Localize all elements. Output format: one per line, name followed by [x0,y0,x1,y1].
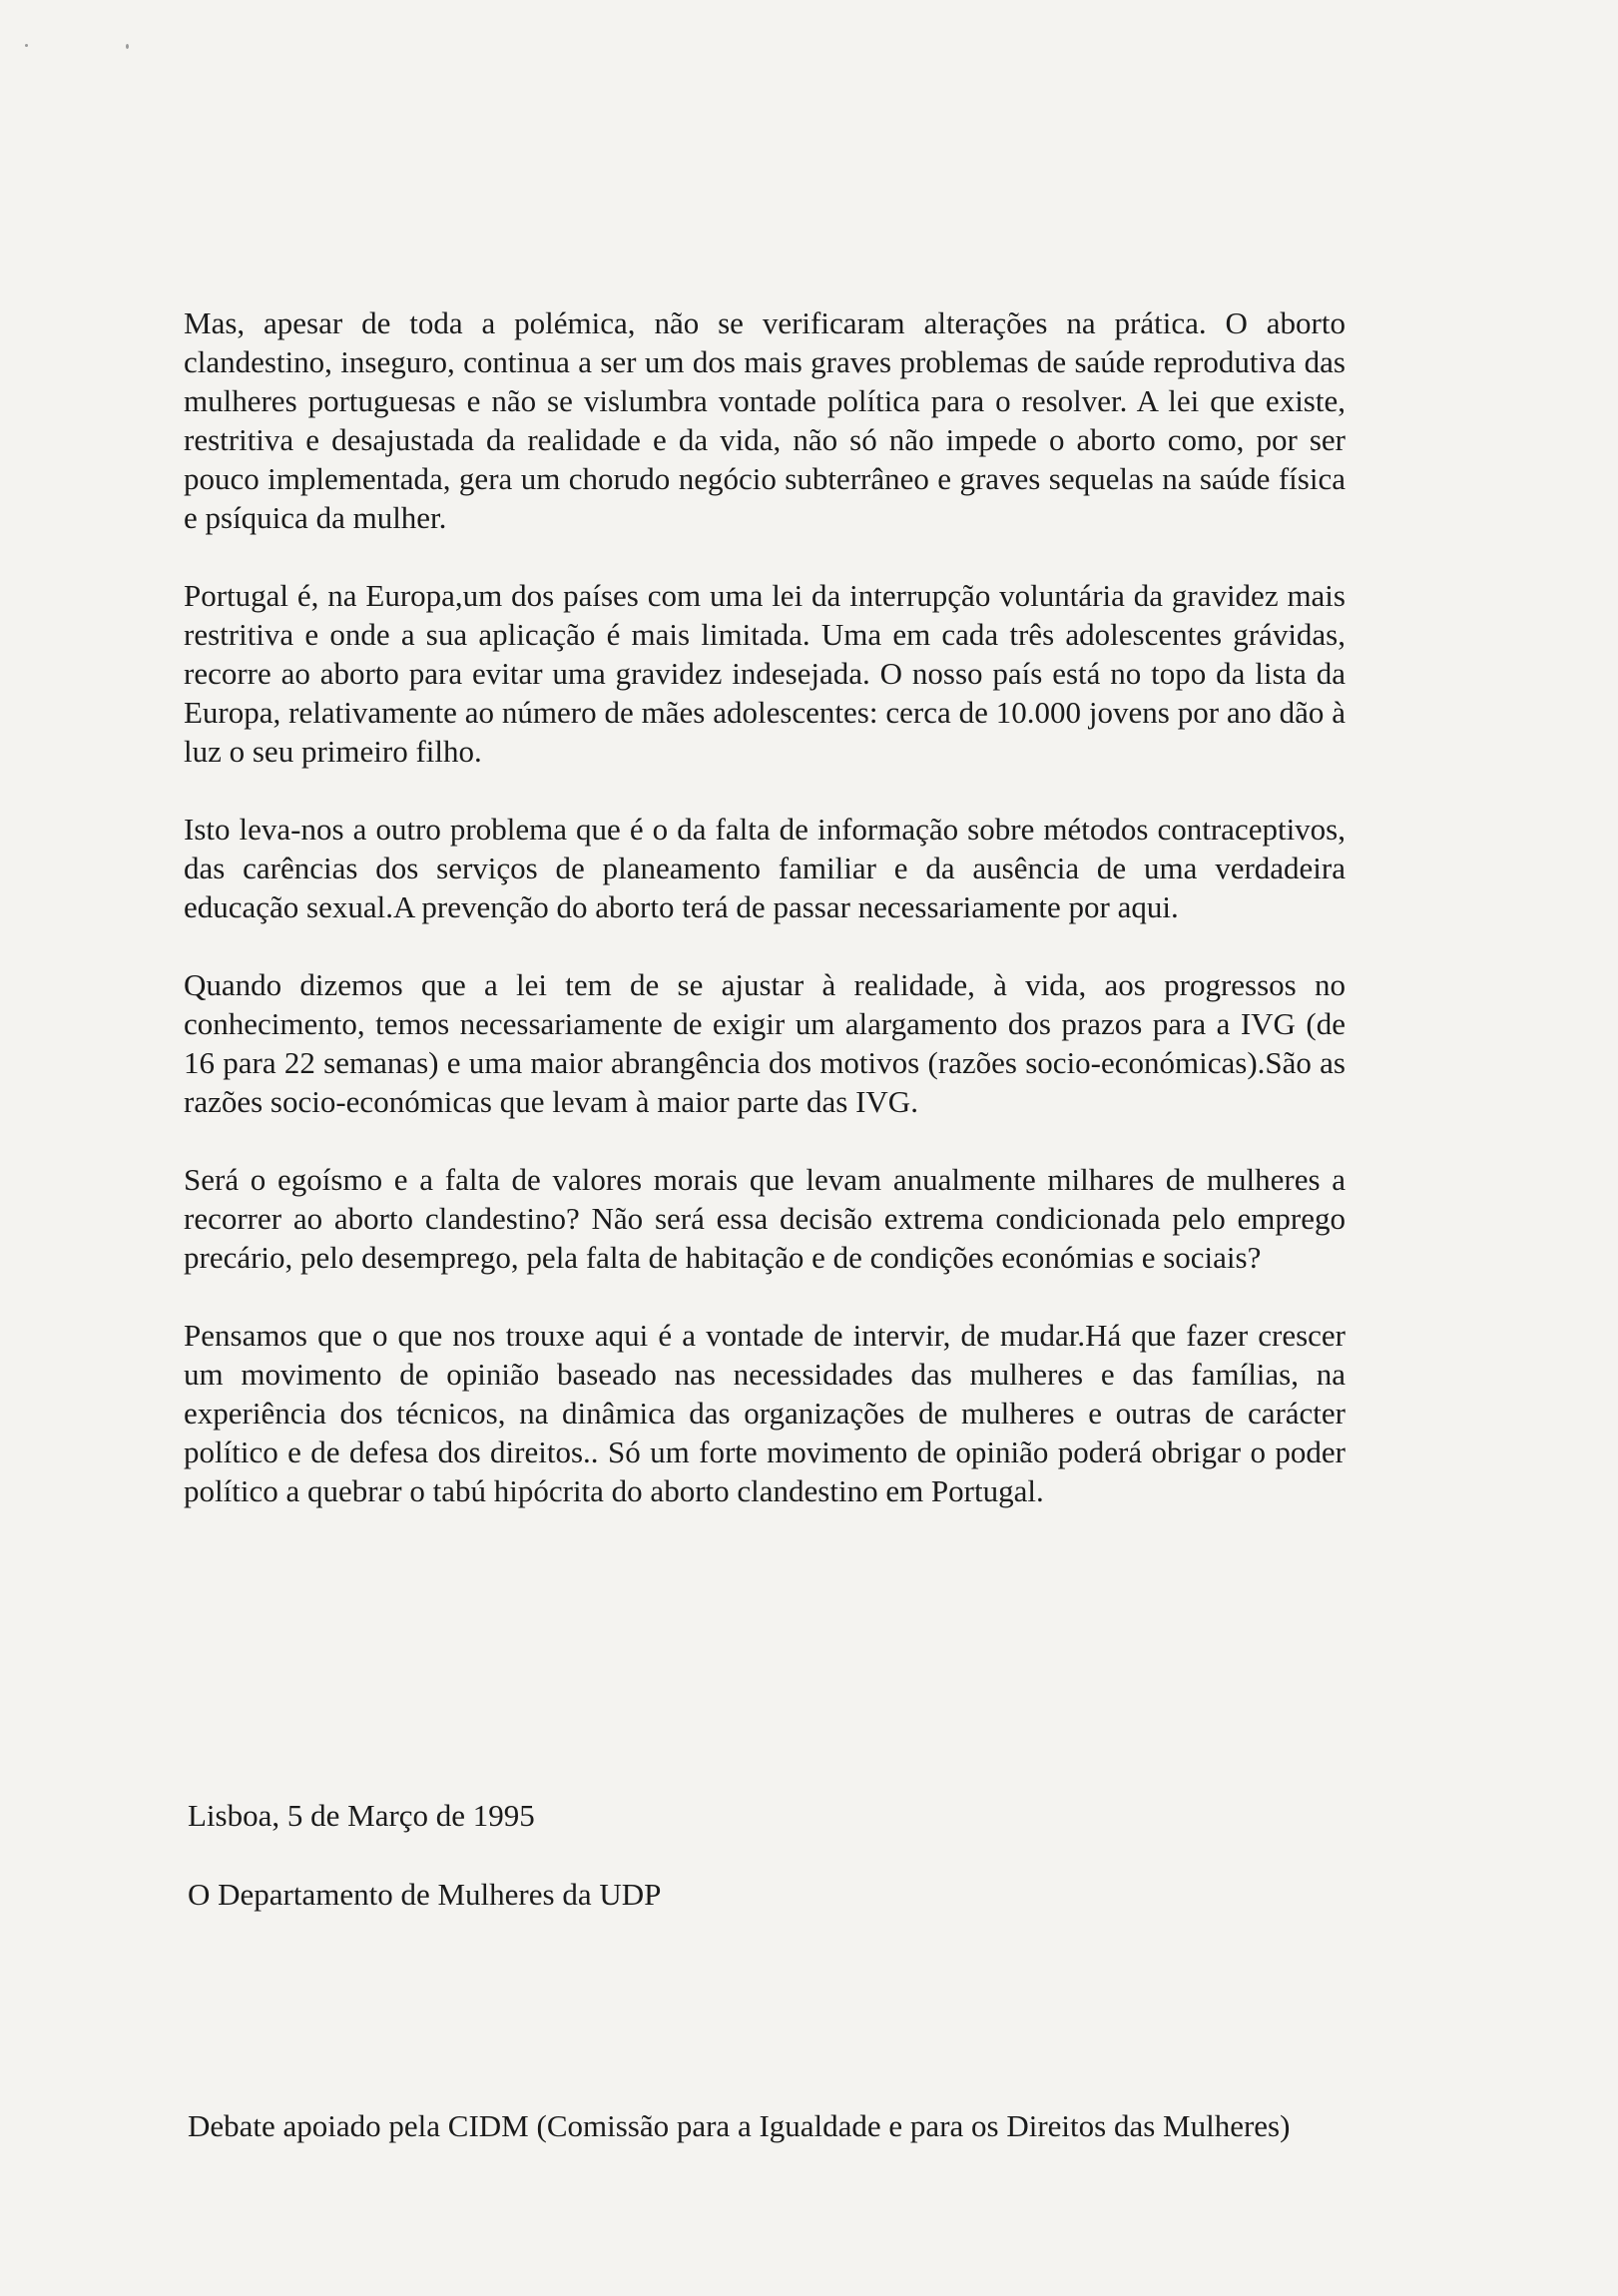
place-date: Lisboa, 5 de Março de 1995 [188,1798,535,1833]
scan-speck [126,44,129,49]
body-paragraph: Isto leva-nos a outro problema que é o da falta de informação sobre métodos contraceptivos, das carências dos serviços de planeamento familiar e da ausência de uma verdadeira educação sexual.A prevenção do aborto terá de passar necessariamente por aqui. [184,812,1346,924]
letter-body [184,303,1346,1510]
body-paragraph: Será o egoísmo e a falta de valores morais que levam anualmente milhares de mulheres a recorrer ao aborto clandestino? Não será essa decisão extrema condicionada pelo emprego precário, pelo desemprego, pela falta de habitação e de condições económias e sociais? [184,1162,1346,1275]
signature: O Departamento de Mulheres da UDP [188,1877,662,1912]
body-paragraph: Portugal é, na Europa,um dos países com uma lei da interrupção voluntária da gravidez mais restritiva e onde a sua aplicação é mais limitada. Uma em cada três adolescentes grávidas, recorre ao aborto para evitar uma gravidez indesejada. O nosso país está no topo da lista da Europa, relativamente ao número de mães adolescentes: cerca de 10.000 jovens por ano dão à luz o seu primeiro filho. [184,578,1346,769]
support-note: Debate apoiado pela CIDM (Comissão para a Igualdade e para os Direitos das Mulheres) [188,2108,1291,2143]
body-paragraph: Pensamos que o que nos trouxe aqui é a vontade de intervir, de mudar.Há que fazer crescer um movimento de opinião baseado nas necessidades das mulheres e das famílias, na experiência dos técnicos, na dinâmica das organizações de mulheres e outras de carácter político e de defesa dos direitos.. Só um forte movimento de opinião poderá obrigar o poder político a quebrar o tabú hipócrita do aborto clandestino em Portugal. [184,1318,1346,1508]
scan-speck [25,44,28,47]
body-paragraph: Mas, apesar de toda a polémica, não se verificaram alterações na prática. O aborto clandestino, inseguro, continua a ser um dos mais graves problemas de saúde reprodutiva das mulheres portuguesas e não se vislumbra vontade política para o resolver. A lei que existe, restritiva e desajustada da realidade e da vida, não só não impede o aborto como, por ser pouco implementada, gera um chorudo negócio subterrâneo e graves sequelas na saúde física e psíquica da mulher. [184,305,1346,535]
body-paragraph: Quando dizemos que a lei tem de se ajustar à realidade, à vida, aos progressos no conhecimento, temos necessariamente de exigir um alargamento dos prazos para a IVG (de 16 para 22 semanas) e uma maior abrangência dos motivos (razões socio-económicas).São as razões socio-económicas que levam à maior parte das IVG. [184,967,1346,1119]
